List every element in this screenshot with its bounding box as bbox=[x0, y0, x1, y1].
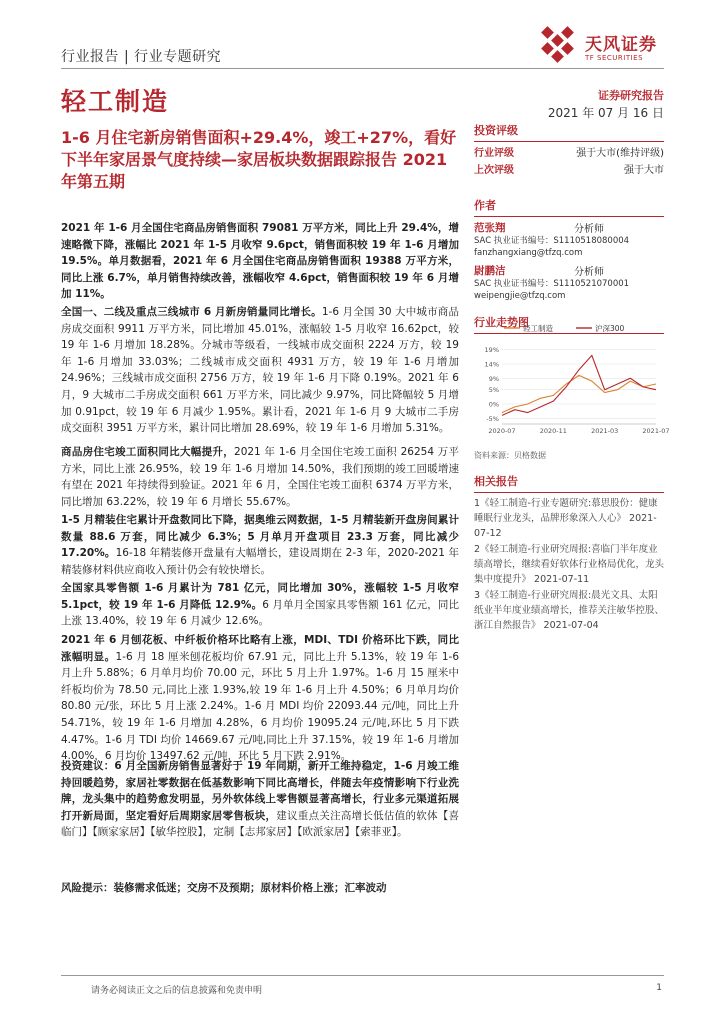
y-tick-label: 0% bbox=[488, 400, 499, 409]
paragraph-1 bbox=[61, 220, 459, 303]
author-role: 分析师 bbox=[574, 224, 604, 235]
author-name: 尉鹏洁 bbox=[474, 265, 506, 277]
paragraph-6 bbox=[61, 632, 459, 765]
paragraph-1-bold: 2021 年 1-6 月全国住宅商品房销售面积 79081 万平方米，同比上升 29.4%，增速略微下降，涨幅比 2021 年 1-5 月收窄 9.6pct，销售面积较 19 年 1-6 月增加 19.5%。单月数据看，2021 年 6 月全国住宅商品房销售面积 19388 万平方米，同比上涨 6.7%，单月销售持续改善，涨幅收窄 4.6pct，销售面积较 19 年 6 月增加 11%。 bbox=[61, 222, 459, 301]
author-sac: SAC 执业证书编号：S1110518080004 bbox=[474, 236, 630, 246]
paragraph-7 bbox=[61, 758, 459, 841]
author-sac: SAC 执业证书编号：S1110521070001 bbox=[474, 279, 630, 289]
report-category: 行业报告 | 行业专题研究 bbox=[61, 49, 222, 65]
industry-title: 轻工制造 bbox=[61, 87, 170, 116]
paragraph-6-bold: 2021 年 6 月刨花板、中纤板价格环比略有上涨，MDI、TDI 价格环比下跌，同比涨幅明显。 bbox=[61, 634, 459, 663]
author-role: 分析师 bbox=[574, 267, 604, 278]
x-tick-label: 2021-07 bbox=[642, 427, 670, 435]
author-block bbox=[474, 263, 664, 302]
header-divider bbox=[61, 68, 664, 69]
paragraph-4 bbox=[61, 512, 459, 578]
paragraph-7-text: 建议重点关注高增长低估值的软体【喜临门】【顾家家居】【敏华控股】，定制【志邦家居】【欧派家居】【索菲亚】。 bbox=[61, 809, 460, 839]
report-type: 证券研究报告 bbox=[598, 89, 664, 102]
x-tick-label: 2020-07 bbox=[488, 427, 516, 435]
logo-text: 天风证券 bbox=[585, 35, 657, 55]
y-tick-label: 9% bbox=[488, 374, 499, 383]
paragraph-5-bold: 全国家具零售额 1-6 月累计为 781 亿元，同比增加 30%，涨幅较 1-5 月收窄 5.1pct，较 19 年 1-6 月降低 12.9%。 bbox=[61, 582, 459, 611]
author-block bbox=[474, 220, 664, 259]
paragraph-4-text: 16-18 年精装修开盘量有大幅增长，建设周期在 2-3 年，2020-2021 年精装修材料供应商收入预计仍会有较快增长。 bbox=[61, 547, 459, 576]
y-tick-label: 5% bbox=[488, 386, 499, 395]
legend-label: 轻工制造 bbox=[523, 324, 553, 333]
author-email[interactable]: fanzhangxiang@tfzq.com bbox=[474, 248, 583, 258]
paragraph-3-text: 2021 年 1-6 月全国住宅竣工面积 26254 万平方米，同比上涨 26.95%，较 19 年 1-6 月增加 14.50%，我们预期的竣工回暖增速有望在 2021 年持续得到验证。2021 年 6 月，全国住宅竣工面积 6374 万平方米，同比增加 63.22%，较 19 年 6 月增长 55.67%。 bbox=[61, 446, 459, 508]
paragraph-2-bold: 全国一、二线及重点三线城市 6 月新房销量同比增长。 bbox=[61, 306, 322, 318]
sidebar bbox=[474, 122, 664, 337]
y-tick-label: 19% bbox=[484, 346, 499, 355]
paragraph-3 bbox=[61, 444, 459, 510]
rating-value: 强于大市 bbox=[624, 165, 664, 176]
paragraph-4-bold: 1-5 月精装住宅累计开盘数同比下降，据奥维云网数据，1-5 月精装新开盘房间累计数量 88.6 万套，同比减少 6.3%；5 月单月开盘项目 23.3 万套，同比减少 17.20%。 bbox=[61, 514, 459, 560]
risk-label: 风险提示： bbox=[61, 882, 114, 894]
paragraph-3-bold: 商品房住宅竣工面积同比大幅提升， bbox=[61, 446, 235, 458]
paragraph-5 bbox=[61, 580, 459, 630]
y-tick-label: -5% bbox=[486, 414, 499, 423]
related-report-item[interactable]: 2《轻工制造-行业研究周报:喜临门半年度业绩高增长，继续看好软体行业格局优化，龙头集中度提升》 2021-07-11 bbox=[474, 544, 665, 585]
footer-divider bbox=[61, 975, 664, 976]
rating-value: 强于大市(维持评级) bbox=[576, 148, 664, 159]
x-tick-label: 2020-11 bbox=[539, 427, 567, 435]
report-date: 2021 年 07 月 16 日 bbox=[547, 106, 664, 120]
related-report-item[interactable]: 1《轻工制造-行业专题研究:慕思股份：健康睡眠行业龙头，品牌形象深入人心》 2021-07-12 bbox=[474, 498, 658, 539]
paragraph-2 bbox=[61, 304, 459, 437]
rating-key: 行业评级 bbox=[474, 148, 514, 159]
y-tick-label: 14% bbox=[484, 360, 499, 369]
paragraph-6-text: 1-6 月 18 厘米刨花板均价 67.91 元，同比上升 5.13%，较 19 年 1-6 月上升 5.88%；6 月单月均价 70.00 元，环比 5 月上升 1.97%。1-6 月 15 厘米中纤板均价为 78.50 元,同比上涨 1.93%,较 19 年 1-6 月上升 4.50%；6 月单月均价 80.80 元/张，环比 5 月上涨 2.24%。1-6 月 MDI 均价 22093.44 元/吨，同比上升 54.71%，较 19 年 1-6 月增加 4.28%，6 月均价 19095.24 元/吨,环比 5 月下跌 4.47%。1-6 月 TDI 均价 14669.67 元/吨,同比上升 37.15%，较 19 年 1-6 月增加 4.00%，6 月均价 13497.62 元/吨，环比 5 月下跌 2.91%。 bbox=[61, 650, 460, 763]
risk-warning bbox=[61, 880, 459, 895]
related-report-item[interactable]: 3《轻工制造-行业研究周报:晨光文具、太阳纸业半年度业绩高增长，推荐关注敏华控股、浙江自然报告》 2021-07-04 bbox=[474, 590, 665, 631]
paragraph-5-text: 6 月单月全国家具零售额 161 亿元，同比上涨 13.40%，较 19 年 6 月减少 12.6%。 bbox=[61, 598, 459, 628]
report-title: 1-6 月住宅新房销售面积+29.4%，竣工+27%，看好下半年家居景气度持续—家居板块数据跟踪报告 2021 年第五期 bbox=[61, 128, 457, 191]
rating-key: 上次评级 bbox=[474, 165, 514, 176]
page-number: 1 bbox=[656, 983, 662, 993]
authors-heading: 作者 bbox=[474, 197, 664, 217]
related-reports bbox=[474, 473, 664, 634]
rating-heading: 投资评级 bbox=[474, 122, 664, 142]
logo-subtext: TF SECURITIES bbox=[585, 54, 644, 62]
paragraph-7-bold: 投资建议：6 月全国新房销售显著好于 19 年同期，新开工维持稳定，1-6 月竣工维持回暖趋势，家居社零数据在低基数影响下同比高增长，伴随去年疫情影响下行业洗牌，龙头集中的趋势愈发明显，另外软体线上零售额显著高增长，行业多元渠道拓展打开新局面，坚定看好后周期家居零售板块， bbox=[61, 760, 459, 822]
footer-disclaimer: 请务必阅读正文之后的信息披露和免责申明 bbox=[91, 986, 263, 996]
author-name: 范张翔 bbox=[474, 222, 506, 234]
paragraph-2-text: 1-6 月全国 30 大中城市商品房成交面积 9911 万平方米，同比增加 45.01%，涨幅较 1-5 月收窄 16.62pct，较 19 年 1-6 月增加 18.28%。分城市等级看，一线城市成交面积 2224 万方，较 19 年 1-6 月增加 33.03%；二线城市成交面积 4931 万方，较 19 年 1-6 月增加 24.96%；三线城市成交面积 2756 万方，较 19 年 1-6 月下降 0.19%。2021 年 6 月，9 大城市二手房成交面积 661 万平方米，同比减少 9.97%，同比降幅较 5 月增加 0.91pct，较 19 年 6 月减少 1.95%。累计看，2021 年 1-6 月 9 大城市二手房成交面积 3951 万平方米，累计同比增加 28.69%，较 19 年 1-6 月增加 5.31%。 bbox=[61, 306, 459, 435]
x-tick-label: 2021-03 bbox=[591, 427, 619, 435]
rating-row bbox=[474, 162, 664, 179]
related-heading: 相关报告 bbox=[474, 473, 664, 493]
series-line bbox=[502, 355, 656, 415]
rating-row bbox=[474, 145, 664, 162]
industry-trend-chart bbox=[474, 316, 670, 440]
trend-heading: 行业走势图 bbox=[474, 314, 664, 334]
series-line bbox=[502, 375, 656, 412]
risk-text: 装修需求低迷；交房不及预期；原材料价格上涨；汇率波动 bbox=[113, 882, 387, 894]
author-email[interactable]: weipengjie@tfzq.com bbox=[474, 291, 566, 301]
legend-label: 沪深300 bbox=[595, 324, 625, 333]
chart-source: 资料来源：贝格数据 bbox=[474, 451, 546, 460]
